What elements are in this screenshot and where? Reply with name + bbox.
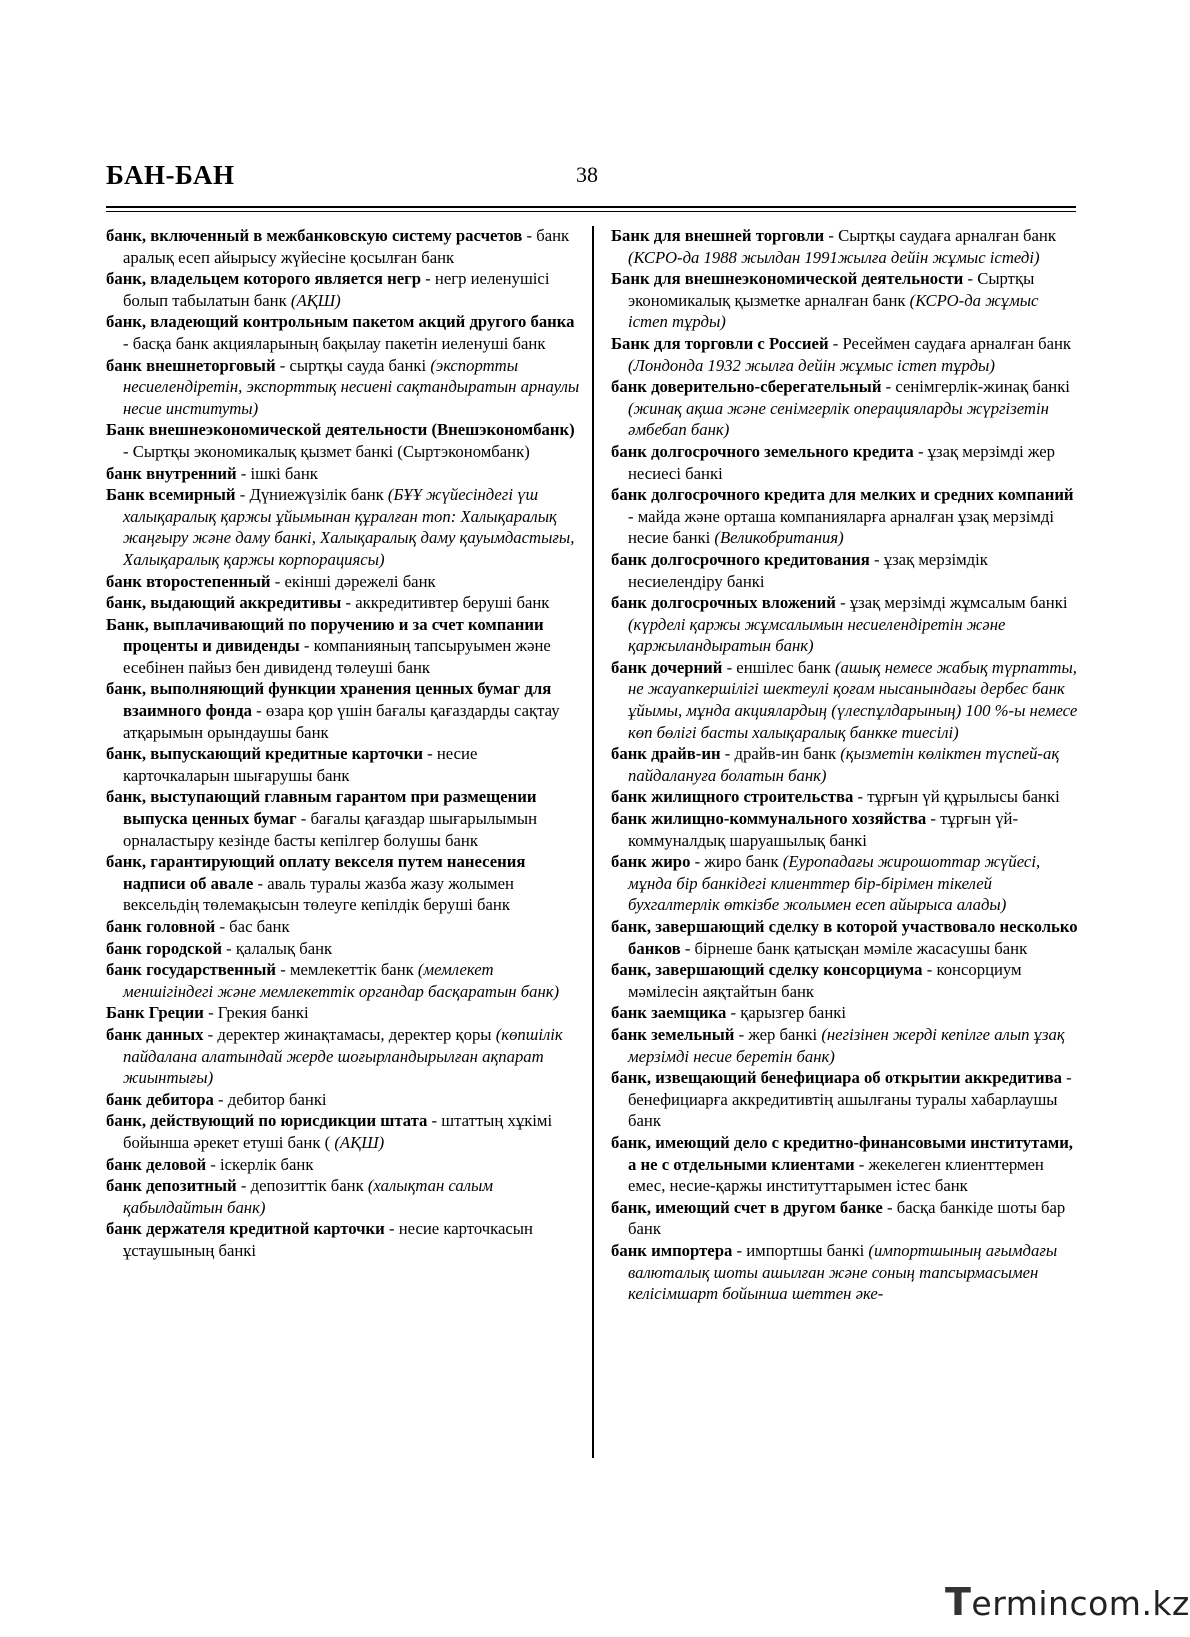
entry-term: банк деловой [106, 1154, 207, 1174]
entry-definition: деректер жинақтамасы, деректер қоры [217, 1024, 492, 1044]
entry-definition: ішкі банк [250, 463, 318, 483]
dictionary-entry: банк заемщика - қарызгер банкі [611, 1003, 847, 1023]
entry-note: (БҰҰ жүйесіндегі үш халықаралық қаржы ұйымынан құралған топ: Халықаралық жаңғыру және даму банкі, Халықаралық даму қауымдастығы, Халықаралық қаржы корпорациясы) [123, 485, 575, 569]
entry-definition: импортшы банкі [746, 1240, 865, 1260]
entry-definition: бағалы қағаздар шығарылымын орналастыру кезінде басты кепілгер болушы банк [123, 809, 538, 850]
left-column [106, 225, 581, 1262]
entry-term: банк, владеющий контрольным пакетом акций другого банка [106, 312, 575, 332]
dictionary-entry: банк городской - қалалық банк [106, 938, 333, 958]
dictionary-entry: банк деловой - іскерлік банк [106, 1154, 314, 1174]
dictionary-entry: банк депозитный - депозиттік банк (халықтан салым қабылдайтын банк) [106, 1176, 493, 1217]
dictionary-entry: банк, гарантирующий оплату векселя путем нанесения надписи об авале - аваль туралы жазба жазу жолымен вексельдің төлемақысын төлеуге кепілдік беруші банк [106, 852, 526, 915]
dictionary-entry: банк жилищно-коммунального хозяйства - тұрғын үй-коммуналдық шаруашылық банкі [611, 809, 1019, 850]
dictionary-entry: банк, выполняющий функции хранения ценных бумаг для взаимного фонда - өзара қор үшін бағалы қағаздарды сақтау атқарымын орындаушы банк [106, 679, 560, 742]
dictionary-entry: банк долгосрочного кредитования - ұзақ мерзімдік несиелендіру банкі [611, 549, 988, 591]
dictionary-entry: банк, владельцем которого является негр - негр иеленушісі болып табылатын банк (АҚШ) [106, 269, 550, 310]
entry-note: (КСРО-да жұмыс істеп тұрды) [628, 290, 1039, 332]
dictionary-entry: банк долгосрочных вложений - ұзақ мерзімді жұмсалым банкі (күрделі қаржы жұмсалымын несиелендіретін және қаржыландыратын банк) [611, 593, 1068, 656]
entry-definition: драйв-ин банк [734, 744, 837, 764]
entry-definition: аваль туралы жазба жазу жолымен вексельдің төлемақысын төлеуге кепілдік беруші банк [123, 873, 514, 915]
entry-term: банк держателя кредитной карточки [106, 1219, 385, 1239]
entry-note: (Великобритания) [714, 528, 844, 548]
dictionary-entry: банк, включенный в межбанковскую систему расчетов - банк аралық есеп айырысу жүйесіне қосылған банк [106, 226, 570, 267]
entry-definition: қарызгер банкі [740, 1003, 847, 1023]
dictionary-entry: Банк для внешней торговли - Сыртқы саудаға арналған банк (КСРО-да 1988 жылдан 1991жылға дейін жұмыс істеді) [611, 226, 1056, 267]
entry-definition: майда және орташа компанияларға арналған ұзақ мерзімді несие банкі [628, 506, 1055, 548]
entry-definition: Сыртқы экономикалық қызметке арналған банк [628, 269, 1035, 310]
entry-note: (мемлекет меншігіндегі және мемлекеттік органдар басқаратын банк) [123, 960, 560, 1001]
entry-term: банк долгосрочного земельного кредита [611, 441, 914, 461]
entry-definition: еншілес банк [736, 657, 831, 677]
entry-term: банк доверительно-сберегательный [611, 377, 882, 397]
dictionary-entry: банк государственный - мемлекеттік банк (мемлекет меншігіндегі және мемлекеттік органдар басқаратын банк) [106, 960, 560, 1001]
entry-definition: Дүниежүзілік банк [249, 485, 384, 505]
entry-definition: екінші дәрежелі банк [284, 571, 436, 591]
entry-term: банк долгосрочного кредитования [611, 549, 870, 569]
entry-definition: жер банкі [748, 1024, 818, 1044]
entry-term: Банк внешнеэкономической деятельности (Внешэкономбанк) [106, 420, 575, 440]
dictionary-entry: банк, владеющий контрольным пакетом акций другого банка - басқа банк акцияларының бақылау пакетін иеленуші банк [106, 312, 575, 353]
entry-note: (экспортты несиелендіретін, экспорттық несиені сақтандыратын арнаулы несие институты) [123, 355, 580, 418]
entry-definition: іскерлік банк [220, 1154, 314, 1174]
entry-term: банк жилищного строительства [611, 787, 854, 807]
entry-definition: ұзақ мерзімдік несиелендіру банкі [628, 549, 988, 591]
header-rule-thin [106, 211, 1076, 212]
running-head: БАН-БАН [106, 160, 235, 190]
entry-note: (жинақ ақша және сенімгерлік операцияларды жүргізетін әмбебап банк) [628, 398, 1049, 440]
entry-note: (қызметін көліктен түспей-ақ пайдалануға болатын банк) [628, 744, 1060, 785]
dictionary-entry: банк, извещающий бенефициара об открытии аккредитива - бенефициарға аккредитивтің ашылғаны туралы хабарлаушы банк [611, 1068, 1072, 1131]
entry-definition: несие карточкасын ұстаушының банкі [123, 1219, 533, 1260]
entry-note: (негізінен жерді кепілге алып ұзақ мерзімді несие беретін банк) [628, 1024, 1065, 1066]
dictionary-entry: банк, имеющий дело с кредитно-финансовыми институтами, а не с отдельными клиентами - жекелеген клиенттермен емес, несие-қаржы институттарымен істес банк [611, 1132, 1073, 1196]
entry-definition: компанияның тапсыруымен және есебінен пайыз бен дивиденд төлеуші банк [123, 636, 551, 677]
entry-definition: тұрғын үй-коммуналдық шаруашылық банкі [628, 809, 1019, 850]
dictionary-entry: Банк всемирный - Дүниежүзілік банк (БҰҰ жүйесіндегі үш халықаралық қаржы ұйымынан құралған топ: Халықаралық жаңғыру және даму банкі, Халықаралық даму қауымдастығы, Халықаралық қаржы корпорациясы) [106, 485, 575, 569]
dictionary-entry: банк, выпускающий кредитные карточки - несие карточкаларын шығарушы банк [106, 744, 478, 785]
column-divider [592, 226, 594, 1458]
entry-note: (халықтан салым қабылдайтын банк) [123, 1176, 493, 1217]
entry-term: Банк для внешнеэкономической деятельности [611, 269, 964, 289]
dictionary-entry: банк, действующий по юрисдикции штата - штаттың хұкімі бойынша әрекет етуші банк ( (АҚШ) [106, 1111, 553, 1152]
entry-term: банк, выдающий аккредитивы [106, 593, 342, 613]
site-watermark: Termincom.kz [945, 1580, 1190, 1624]
entry-definition: Грекия банкі [217, 1003, 309, 1023]
dictionary-entry: Банк Греции - Грекия банкі [106, 1003, 309, 1023]
dictionary-entry: банк долгосрочного земельного кредита - ұзақ мерзімді жер несиесі банкі [611, 441, 1055, 483]
entry-definition: тұрғын үй құрылысы банкі [867, 787, 1060, 807]
dictionary-entry: Банк для внешнеэкономической деятельности - Сыртқы экономикалық қызметке арналған банк (КСРО-да жұмыс істеп тұрды) [611, 269, 1039, 332]
right-column [611, 225, 1081, 1305]
entry-term: банк, владельцем которого является негр [106, 269, 421, 289]
entry-definition: мемлекеттік банк [289, 960, 414, 980]
entry-definition: штаттың хұкімі бойынша әрекет етуші банк ( [123, 1111, 553, 1152]
entry-note: (АҚШ) [290, 290, 341, 310]
entry-definition: басқа банкіде шоты бар банк [628, 1197, 1066, 1239]
entry-term: банк импортера [611, 1240, 733, 1260]
entry-definition: өзара қор үшін бағалы қағаздарды сақтау атқарымын орындаушы банк [123, 701, 560, 742]
dictionary-entry: банк земельный - жер банкі (негізінен жерді кепілге алып ұзақ мерзімді несие беретін банк) [611, 1024, 1065, 1066]
entry-definition: бас банк [229, 917, 290, 936]
dictionary-entry: банк внутренний - ішкі банк [106, 463, 318, 483]
entry-definition: сыртқы сауда банкі [289, 355, 427, 375]
entry-term: банк внутренний [106, 463, 237, 483]
entry-term: банк жиро [611, 852, 691, 872]
entry-term: банк, гарантирующий оплату векселя путем нанесения надписи об авале [106, 852, 526, 893]
entry-definition: басқа банк акцияларының бақылау пакетін иеленуші банк [132, 333, 546, 353]
dictionary-entry: банк дебитора - дебитор банкі [106, 1089, 327, 1109]
page-number: 38 [576, 162, 598, 187]
entry-term: банк, завершающий сделку в которой участвовало несколько банков [611, 917, 1078, 958]
entry-term: банк городской [106, 938, 222, 958]
dictionary-entry: банк долгосрочного кредита для мелких и средних компаний - майда және орташа компанияларға арналған ұзақ мерзімді несие банкі (Великобритания) [611, 485, 1074, 548]
entry-definition: бенефициарға аккредитивтің ашылғаны туралы хабарлаушы банк [628, 1089, 1058, 1131]
entry-definition: ұзақ мерзімді жер несиесі банкі [628, 441, 1055, 483]
entry-term: банк долгосрочного кредита для мелких и средних компаний [611, 485, 1074, 505]
entry-term: банк государственный [106, 960, 277, 980]
dictionary-entry: банк драйв-ин - драйв-ин банк (қызметін көліктен түспей-ақ пайдалануға болатын банк) [611, 744, 1060, 785]
dictionary-entry: банк жилищного строительства - тұрғын үй құрылысы банкі [611, 787, 1060, 807]
dictionary-entry: банк второстепенный - екінші дәрежелі банк [106, 571, 436, 591]
entry-term: банк головной [106, 917, 216, 936]
entry-definition: Сыртқы экономикалық қызмет банкі (Сыртэкономбанк) [132, 441, 530, 461]
entry-note: (импортшының ағымдағы валюталық шоты ашылған және соның тапсырмасымен келісімшарт бойынша шеттен әке- [628, 1240, 1058, 1304]
dictionary-entry: Банк внешнеэкономической деятельности (Внешэкономбанк) - Сыртқы экономикалық қызмет банкі (Сыртэкономбанк) [106, 420, 575, 461]
entry-term: банк драйв-ин [611, 744, 721, 764]
entry-term: банк, включенный в межбанковскую систему расчетов [106, 226, 523, 245]
entry-term: банк, действующий по юрисдикции штата [106, 1111, 428, 1131]
entry-term: банк, выступающий главным гарантом при размещении выпуска ценных бумаг [106, 787, 537, 829]
entry-definition: жекелеген клиенттермен емес, несие-қаржы институттарымен істес банк [628, 1154, 1044, 1196]
entry-term: Банк всемирный [106, 485, 236, 505]
entry-term: банк, извещающий бенефициара об открытии аккредитива [611, 1068, 1062, 1088]
dictionary-entry: банк, имеющий счет в другом банке - басқа банкіде шоты бар банк [611, 1197, 1066, 1239]
entry-term: Банк для внешней торговли [611, 226, 825, 245]
entry-term: банк долгосрочных вложений [611, 593, 836, 613]
dictionary-entry: банк, выступающий главным гарантом при размещении выпуска ценных бумаг - бағалы қағаздар шығарылымын орналастыру кезінде басты кепілгер болушы банк [106, 787, 538, 850]
entry-definition: депозиттік банк [250, 1176, 364, 1196]
page-header [106, 160, 1076, 210]
entry-definition: консорциум мәмілесін аяқтайтын банк [628, 960, 1022, 1001]
entry-term: банк, имеющий дело с кредитно-финансовыми институтами, а не с отдельными клиентами [611, 1132, 1073, 1174]
entry-note: (АҚШ) [334, 1132, 385, 1152]
entry-note: (Еуропадағы жирошоттар жүйесі, мұнда бір банкідегі клиенттер бір-бірімен тікелей бухгалтерлік өткізбе жолымен есеп айырыса алады) [628, 852, 1041, 915]
dictionary-entry: банк дочерний - еншілес банк (ашық немесе жабық түрпатты, не жауапкершілігі шектеулі қоғам нысанындағы дербес банк ұйымы, мұнда акциялардың (үлеспұлдарының) 100 %-ы немесе көп бөлігі басты халықаралық банкке тиесілі) [611, 657, 1078, 742]
entry-term: банк данных [106, 1024, 204, 1044]
entry-note: (Лондонда 1932 жылға дейін жұмыс істеп тұрды) [628, 355, 995, 375]
entry-term: банк, имеющий счет в другом банке [611, 1197, 883, 1217]
entry-term: банк дебитора [106, 1089, 214, 1109]
entry-note: (КСРО-да 1988 жылдан 1991жылға дейін жұмыс істеді) [628, 247, 1040, 267]
watermark-logo-mark: T [945, 1580, 972, 1624]
entry-term: банк, завершающий сделку консорциума [611, 960, 923, 980]
entry-term: Банк, выплачивающий по поручению и за счет компании проценты и дивиденды [106, 614, 544, 656]
entry-definition: қалалық банк [235, 938, 333, 958]
header-rule [106, 206, 1076, 208]
dictionary-entry: банк жиро - жиро банк (Еуропадағы жирошоттар жүйесі, мұнда бір банкідегі клиенттер бір-бірімен тікелей бухгалтерлік өткізбе жолымен есеп айырыса алады) [611, 852, 1041, 915]
entry-definition: банк аралық есеп айырысу жүйесіне қосылған банк [123, 226, 570, 267]
entry-term: банк дочерний [611, 657, 723, 677]
entry-term: банк, выпускающий кредитные карточки [106, 744, 423, 764]
entry-term: банк заемщика [611, 1003, 727, 1023]
entry-definition: дебитор банкі [227, 1089, 327, 1109]
dictionary-entry: Банк, выплачивающий по поручению и за счет компании проценты и дивиденды - компанияның тапсыруымен және есебінен пайыз бен дивиденд төлеуші банк [106, 614, 551, 677]
entry-term: банк депозитный [106, 1176, 237, 1196]
dictionary-entry: Банк для торговли с Россией - Ресеймен саудаға арналған банк (Лондонда 1932 жылға дейін жұмыс істеп тұрды) [611, 333, 1072, 375]
dictionary-entry: банк доверительно-сберегательный - сенімгерлік-жинақ банкі (жинақ ақша және сенімгерлік операцияларды жүргізетін әмбебап банк) [611, 377, 1070, 440]
dictionary-entry: банк головной - бас банк [106, 917, 290, 936]
entry-definition: жиро банк [704, 852, 779, 872]
entry-term: банк внешнеторговый [106, 355, 276, 375]
entry-term: банк жилищно-коммунального хозяйства [611, 809, 927, 829]
entry-note: (ашық немесе жабық түрпатты, не жауапкершілігі шектеулі қоғам нысанындағы дербес банк ұйымы, мұнда акциялардың (үлеспұлдарының) 100 %-ы немесе көп бөлігі басты халықаралық банкке тиесілі) [628, 657, 1078, 742]
entry-definition: бірнеше банк қатысқан мәміле жасасушы банк [694, 938, 1028, 958]
entry-term: банк, выполняющий функции хранения ценных бумаг для взаимного фонда [106, 679, 552, 721]
entry-term: Банк Греции [106, 1003, 204, 1023]
entry-definition: негр иеленушісі болып табылатын банк [123, 269, 550, 310]
dictionary-entry: банк импортера - импортшы банкі (импортшының ағымдағы валюталық шоты ашылған және соның тапсырмасымен келісімшарт бойынша шеттен әке- [611, 1240, 1058, 1304]
entry-definition: Сыртқы саудаға арналған банк [838, 226, 1056, 245]
entry-definition: аккредитивтер беруші банк [355, 593, 550, 613]
dictionary-entry: банк держателя кредитной карточки - несие карточкасын ұстаушының банкі [106, 1219, 533, 1260]
entry-definition: Ресеймен саудаға арналған банк [842, 333, 1072, 353]
dictionary-entry: банк внешнеторговый - сыртқы сауда банкі (экспортты несиелендіретін, экспорттық несиені сақтандыратын арнаулы несие институты) [106, 355, 580, 418]
entry-term: банк второстепенный [106, 571, 271, 591]
entry-definition: ұзақ мерзімді жұмсалым банкі [849, 593, 1068, 613]
dictionary-entry: банк данных - деректер жинақтамасы, деректер қоры (көпшілік пайдалана алатындай жерде шоғырландырылған ақпарат жиынтығы) [106, 1024, 563, 1088]
entry-note: (күрделі қаржы жұмсалымын несиелендіретін және қаржыландыратын банк) [628, 614, 1006, 656]
dictionary-entry: банк, выдающий аккредитивы - аккредитивтер беруші банк [106, 593, 550, 613]
entry-term: банк земельный [611, 1024, 735, 1044]
dictionary-entry: банк, завершающий сделку в которой участвовало несколько банков - бірнеше банк қатысқан мәміле жасасушы банк [611, 917, 1078, 958]
entry-term: Банк для торговли с Россией [611, 333, 829, 353]
entry-definition: сенімгерлік-жинақ банкі [895, 377, 1070, 397]
dictionary-entry: банк, завершающий сделку консорциума - консорциум мәмілесін аяқтайтын банк [611, 960, 1022, 1001]
entry-note: (көпшілік пайдалана алатындай жерде шоғырландырылған ақпарат жиынтығы) [123, 1024, 563, 1088]
entry-definition: несие карточкаларын шығарушы банк [123, 744, 478, 785]
